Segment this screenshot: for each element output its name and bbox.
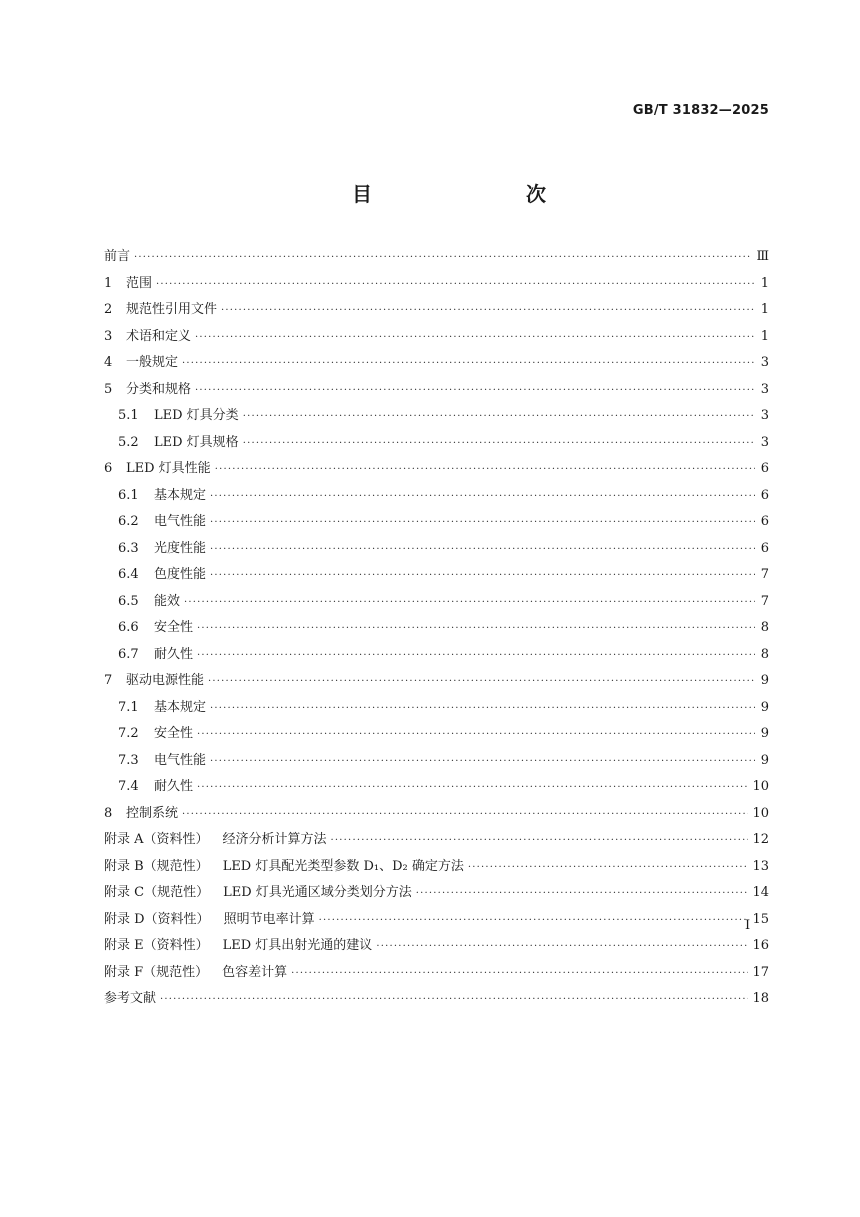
toc-entry-page: 3	[760, 434, 769, 450]
toc-entry-title: 电气性能	[154, 752, 207, 768]
dot-leader	[319, 908, 749, 934]
toc-entry-number: 2	[104, 302, 113, 317]
toc-entry-label	[104, 933, 372, 959]
toc-entry[interactable]	[104, 589, 769, 616]
dot-leader	[208, 669, 755, 695]
dot-leader	[210, 510, 755, 536]
toc-entry-page: 14	[752, 885, 769, 900]
toc-entry-annex: 附录 B（规范性）	[104, 858, 209, 874]
document-code: GB/T 31832—2025	[632, 103, 769, 118]
toc-entry-number: 5.1	[118, 408, 139, 423]
toc-entry-page: 9	[760, 699, 769, 715]
toc-entry-label	[104, 350, 178, 376]
toc-entry[interactable]	[104, 403, 769, 430]
toc-entry[interactable]	[104, 721, 769, 748]
toc-entry-page: 8	[760, 620, 769, 635]
toc-entry-number: 6.4	[118, 567, 139, 582]
toc-entry-label	[104, 377, 191, 403]
toc-entry[interactable]	[104, 774, 769, 801]
toc-entry-page: 12	[752, 832, 769, 847]
toc-entry-label	[104, 907, 315, 933]
toc-entry-label	[104, 536, 206, 562]
toc-entry-title: 色容差计算	[222, 964, 288, 980]
page-number: I	[745, 918, 751, 933]
toc-entry-title: 参考文献	[104, 991, 157, 1006]
toc-entry[interactable]	[104, 562, 769, 589]
toc-entry-title: 术语和定义	[126, 328, 192, 344]
toc-entry-label	[104, 509, 206, 535]
dot-leader	[184, 590, 755, 616]
toc-entry-number: 7.4	[118, 779, 139, 794]
toc-entry[interactable]	[104, 456, 769, 483]
toc-entry-page: 3	[760, 355, 769, 370]
toc-entry[interactable]	[104, 748, 769, 775]
toc-entry-title: 照明节电率计算	[223, 911, 315, 927]
toc-entry-label	[104, 642, 193, 668]
dot-leader	[195, 325, 755, 351]
toc-entry-label	[104, 244, 130, 270]
toc-entry-number: 6.6	[118, 620, 139, 635]
toc-entry-label	[104, 774, 193, 800]
toc-entry-label	[104, 562, 206, 588]
toc-entry-title: 耐久性	[154, 646, 194, 662]
toc-entry[interactable]	[104, 933, 769, 960]
toc-entry[interactable]	[104, 244, 769, 271]
dot-leader	[197, 643, 755, 669]
dot-leader	[195, 378, 755, 404]
toc-entry-label	[104, 880, 412, 906]
toc-entry-number: 4	[104, 355, 113, 370]
toc-entry-annex: 附录 F（规范性）	[104, 964, 209, 980]
toc-entry-title: 控制系统	[126, 805, 179, 821]
toc-entry-number: 1	[104, 275, 113, 291]
dot-leader	[182, 802, 748, 828]
dot-leader	[156, 272, 755, 298]
toc-entry-number: 6.1	[118, 487, 139, 503]
dot-leader	[468, 855, 749, 881]
toc-entry-page: 10	[752, 779, 769, 794]
toc-entry[interactable]	[104, 430, 769, 457]
dot-leader	[331, 828, 749, 854]
dot-leader	[210, 749, 755, 775]
toc-entry-title: LED 灯具性能	[126, 461, 211, 476]
toc-entry-title: 分类和规格	[126, 381, 192, 397]
toc-entry-number: 7	[104, 673, 113, 688]
toc-entry-title: 经济分析计算方法	[222, 832, 327, 847]
toc-entry-number: 6	[104, 461, 113, 476]
toc-entry-label	[104, 324, 191, 350]
dot-leader	[210, 537, 755, 563]
toc-entry-label	[104, 615, 193, 641]
toc-entry-title: 色度性能	[154, 567, 207, 582]
toc-entry-label	[104, 483, 206, 509]
toc-entry-page: 16	[752, 938, 769, 953]
dot-leader	[243, 404, 755, 430]
toc-entry[interactable]	[104, 377, 769, 404]
toc-entry-title: 规范性引用文件	[126, 302, 218, 317]
toc-entry-title: LED 灯具光通区域分类划分方法	[223, 885, 412, 900]
dot-leader	[243, 431, 755, 457]
dot-leader	[215, 457, 755, 483]
toc-entry-label	[104, 695, 206, 721]
dot-leader	[197, 775, 748, 801]
toc-entry-label	[104, 986, 156, 1012]
toc-entry-label	[104, 456, 211, 482]
toc-entry[interactable]	[104, 615, 769, 642]
toc-entry-label	[104, 430, 239, 456]
toc-entry-page: 1	[760, 302, 769, 317]
toc-entry[interactable]	[104, 297, 769, 324]
toc-entry-page: 6	[760, 514, 769, 529]
toc-entry-page: 17	[752, 964, 769, 980]
toc-entry-label	[104, 589, 180, 615]
toc-entry[interactable]	[104, 324, 769, 351]
toc-entry-page: 13	[752, 858, 769, 874]
toc-entry-title: 驱动电源性能	[126, 673, 205, 688]
dot-leader	[182, 351, 755, 377]
toc-entry-page: 9	[760, 752, 769, 768]
toc-entry-title: 范围	[126, 275, 153, 291]
toc-entry-page: 1	[760, 275, 769, 291]
toc-entry-title: 前言	[104, 249, 131, 264]
toc-entry[interactable]	[104, 880, 769, 907]
toc-entry-number: 6.7	[118, 646, 139, 662]
toc-entry-page: 6	[760, 487, 769, 503]
toc-entry[interactable]	[104, 536, 769, 563]
toc-entry-label	[104, 960, 287, 986]
dot-leader	[376, 934, 748, 960]
toc-entry-number: 6.3	[118, 540, 139, 556]
toc-entry-title: 光度性能	[154, 540, 207, 556]
toc-entry[interactable]	[104, 668, 769, 695]
toc-entry-title: 安全性	[154, 726, 194, 741]
toc-entry-title: 基本规定	[154, 487, 207, 503]
toc-entry-number: 7.2	[118, 726, 139, 741]
dot-leader	[197, 616, 755, 642]
toc-entry-label	[104, 801, 178, 827]
toc-entry-annex: 附录 A（资料性）	[104, 832, 209, 847]
toc-entry-page: 3	[760, 408, 769, 423]
toc-entry-number: 5	[104, 381, 113, 397]
toc-title: 目 次	[352, 182, 584, 206]
toc-entry-label	[104, 827, 327, 853]
toc-entry-page: 6	[760, 461, 769, 476]
toc-entry[interactable]	[104, 854, 769, 881]
toc-entry[interactable]	[104, 271, 769, 298]
toc-entry-number: 8	[104, 805, 113, 821]
toc-entry-number: 7.1	[118, 699, 139, 715]
toc-entry-title: 电气性能	[154, 514, 207, 529]
table-of-contents	[104, 244, 769, 1013]
dot-leader	[416, 881, 749, 907]
toc-entry-title: LED 灯具配光类型参数 D₁、D₂ 确定方法	[222, 858, 464, 874]
dot-leader	[134, 245, 752, 271]
toc-entry[interactable]	[104, 350, 769, 377]
toc-entry-annex: 附录 E（资料性）	[104, 938, 209, 953]
toc-entry-page: 9	[760, 726, 769, 741]
dot-leader	[210, 563, 755, 589]
toc-entry-title: LED 灯具分类	[154, 408, 239, 423]
toc-entry-title: 安全性	[154, 620, 194, 635]
toc-entry-title: 能效	[154, 593, 181, 609]
toc-entry-page: 9	[760, 673, 769, 688]
toc-entry-title: LED 灯具出射光通的建议	[222, 938, 373, 953]
toc-entry-label	[104, 403, 239, 429]
toc-entry[interactable]	[104, 960, 769, 987]
toc-entry[interactable]	[104, 483, 769, 510]
dot-leader	[160, 987, 748, 1013]
toc-entry[interactable]	[104, 695, 769, 722]
toc-entry-title: 耐久性	[154, 779, 194, 794]
dot-leader	[291, 961, 748, 987]
toc-entry[interactable]	[104, 907, 769, 934]
toc-entry-number: 6.2	[118, 514, 139, 529]
toc-entry-title: LED 灯具规格	[154, 434, 239, 450]
dot-leader	[221, 298, 755, 324]
dot-leader	[210, 484, 755, 510]
toc-entry-page: 18	[752, 991, 769, 1006]
toc-entry-label	[104, 721, 193, 747]
toc-entry-label	[104, 271, 152, 297]
toc-entry-page: 7	[760, 593, 769, 609]
toc-entry-page: 1	[760, 328, 769, 344]
toc-entry-page: 6	[760, 540, 769, 556]
toc-entry-label	[104, 854, 464, 880]
dot-leader	[197, 722, 755, 748]
toc-entry-title: 基本规定	[154, 699, 207, 715]
toc-entry-title: 一般规定	[126, 355, 179, 370]
toc-entry-page: Ⅲ	[756, 249, 769, 264]
toc-entry-number: 6.5	[118, 593, 139, 609]
toc-entry-page: 8	[760, 646, 769, 662]
toc-entry-number: 3	[104, 328, 113, 344]
toc-entry[interactable]	[104, 509, 769, 536]
toc-entry[interactable]	[104, 801, 769, 828]
toc-entry[interactable]	[104, 827, 769, 854]
toc-entry-page: 7	[760, 567, 769, 582]
toc-entry-label	[104, 297, 217, 323]
toc-entry-page: 3	[760, 381, 769, 397]
toc-entry[interactable]	[104, 986, 769, 1013]
toc-entry-page: 15	[752, 911, 769, 927]
dot-leader	[210, 696, 755, 722]
toc-entry-page: 10	[752, 805, 769, 821]
toc-entry-annex: 附录 D（资料性）	[104, 911, 210, 927]
toc-entry-number: 7.3	[118, 752, 139, 768]
toc-entry-annex: 附录 C（规范性）	[104, 885, 210, 900]
toc-entry[interactable]	[104, 642, 769, 669]
toc-entry-label	[104, 668, 204, 694]
toc-entry-label	[104, 748, 206, 774]
toc-entry-number: 5.2	[118, 434, 139, 450]
